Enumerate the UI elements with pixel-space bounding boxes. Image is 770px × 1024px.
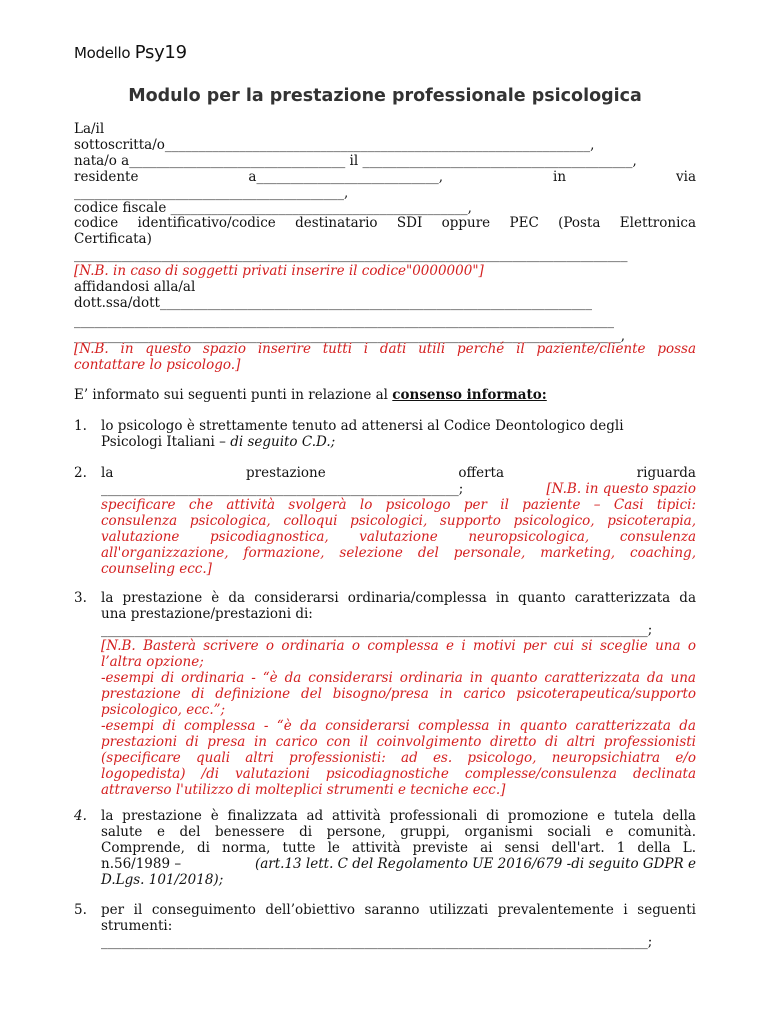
note-contact-cont: contattare lo psicologo.] xyxy=(74,357,241,373)
item-line: la prestazione è da considerarsi ordinaria/complessa in quanto caratterizzata da xyxy=(101,590,696,606)
note-line: all'organizzazione, formazione, selezione del personale, marketing, coaching, xyxy=(101,545,696,561)
item-line: lo psicologo è strettamente tenuto ad attenersi al Codice Deontologico degli xyxy=(101,418,624,434)
note-line: logopedista) /di valutazioni psicodiagnostiche complesse/consulenza declinata xyxy=(101,766,696,782)
item-line[interactable] xyxy=(101,481,696,497)
item-number: 1. xyxy=(74,418,87,434)
item-text: n.56/1989 – xyxy=(101,856,182,872)
residence-label: residente xyxy=(74,169,139,185)
item-line: una prestazione/prestazioni di: xyxy=(101,606,313,622)
item-line: strumenti: xyxy=(101,918,173,934)
item-text-italic: (art.13 lett. C del Regolamento UE 2016/679 -di seguito GDPR e xyxy=(254,856,696,872)
contact-field-2[interactable]: _________________________________________________________________________________, xyxy=(74,328,626,344)
note-line: -esempi di complessa - “è da considerarsi complessa in quanto caratterizzata da xyxy=(101,718,696,734)
note-line: prestazioni di presa in carico con il coinvolgimento diretto di altri professionisti xyxy=(101,734,696,750)
intro-line: La/il xyxy=(74,121,105,137)
note-line: valutazione psicodiagnostica, valutazione neuropsicologica, consulenza xyxy=(101,529,696,545)
page-title: Modulo per la prestazione professionale psicologica xyxy=(128,86,642,106)
tax-code-field[interactable]: codice fiscale ____________________________________________, xyxy=(74,200,472,216)
list-item xyxy=(101,808,696,888)
tools-field[interactable]: _________________________________________________________________________________; xyxy=(101,934,653,950)
item-line: D.Lgs. 101/2018); xyxy=(101,872,224,888)
doctor-field[interactable]: dott.ssa/dott________________________________________________________________ xyxy=(74,295,592,311)
item-word: riguarda xyxy=(636,465,696,481)
item-line: la prestazione è finalizzata ad attività professionali di promozione e tutela della xyxy=(101,808,696,824)
note-line: counseling ecc.] xyxy=(101,561,212,577)
note-line: psicologico, ecc.”; xyxy=(101,702,226,718)
item-text: Psicologi Italiani – xyxy=(101,434,231,450)
note-line: prestazione di definizione del bisogno/presa in carico psicoterapeutica/supporto xyxy=(101,686,696,702)
item-line: per il conseguimento dell’obiettivo saranno utilizzati prevalentemente i seguenti xyxy=(101,902,696,918)
complexity-field[interactable]: _________________________________________________________________________________; xyxy=(101,622,653,638)
note-sdi: [N.B. in caso di soggetti privati inserire il codice"0000000"] xyxy=(74,263,484,279)
contact-field-1[interactable]: ________________________________________________________________________________ xyxy=(74,313,614,329)
item-text-italic: di seguito C.D.; xyxy=(230,434,336,450)
sdi-field[interactable]: __________________________________________________________________________________ xyxy=(74,247,628,263)
list-item xyxy=(101,902,696,950)
item-word: offerta xyxy=(458,465,505,481)
item-line: Comprende, di norma, tutte le attività previste ai sensi dell'art. 1 della L. xyxy=(101,840,696,856)
item-number: 2. xyxy=(74,465,87,481)
birth-field[interactable]: nata/o a________________________________ il ________________________________________, xyxy=(74,153,637,169)
model-label xyxy=(74,42,187,63)
note-line: [N.B. Basterà scrivere o ordinaria o complessa e i motivi per cui si sceglie una o xyxy=(101,638,696,654)
item-word: prestazione xyxy=(246,465,326,481)
note-line: consulenza psicologica, colloqui psicologici, supporto psicologico, psicoterapia, xyxy=(101,513,696,529)
model-prefix: Modello xyxy=(74,44,131,62)
consent-lead-text: E’ informato sui seguenti punti in relazione al xyxy=(74,387,393,403)
list-item xyxy=(101,418,696,450)
note-line: specificare che attività svolgerà lo psicologo per il paziente – Casi tipici: xyxy=(101,497,696,513)
consent-lead xyxy=(74,387,696,403)
residence-city: a___________________________, xyxy=(248,169,444,185)
activity-field[interactable]: _____________________________________________________; xyxy=(101,481,464,497)
item-number: 4. xyxy=(74,808,87,824)
list-item xyxy=(101,465,696,577)
item-line xyxy=(101,856,696,872)
residence-field[interactable] xyxy=(74,169,696,185)
note-line: (specificare quali altri professionisti: ad es. psicologo, neuropsichiatra e/o xyxy=(101,750,696,766)
street-field[interactable]: ________________________________________, xyxy=(74,185,349,201)
consent-heading: consenso informato: xyxy=(392,387,547,403)
note-text: [N.B. in questo spazio xyxy=(546,481,696,497)
note-line: -esempi di ordinaria - “è da considerarsi ordinaria in quanto caratterizzata da una xyxy=(101,670,696,686)
item-line xyxy=(101,465,696,481)
item-number: 3. xyxy=(74,590,87,606)
item-word: la xyxy=(101,465,114,481)
note-line: attraverso l'utilizzo di molteplici strumenti e tecniche ecc.] xyxy=(101,782,506,798)
sdi-label: codice identificativo/codice destinatario SDI oppure PEC (Posta Elettronica xyxy=(74,215,696,231)
item-line: salute e del benessere di persone, gruppi, organismi sociali e comunità. xyxy=(101,824,696,840)
note-line: l’altra opzione; xyxy=(101,654,204,670)
note-contact: [N.B. in questo spazio inserire tutti i dati utili perché il paziente/cliente possa xyxy=(74,341,696,357)
list-item xyxy=(101,590,696,798)
model-code: Psy19 xyxy=(134,42,187,63)
residence-via: via xyxy=(676,169,696,185)
item-line xyxy=(101,434,696,450)
residence-in: in xyxy=(553,169,567,185)
name-field[interactable]: sottoscritta/o_______________________________________________________________, xyxy=(74,137,595,153)
entrust-label: affidandosi alla/al xyxy=(74,279,196,295)
item-number: 5. xyxy=(74,902,87,918)
sdi-label-cont: Certificata) xyxy=(74,231,152,247)
